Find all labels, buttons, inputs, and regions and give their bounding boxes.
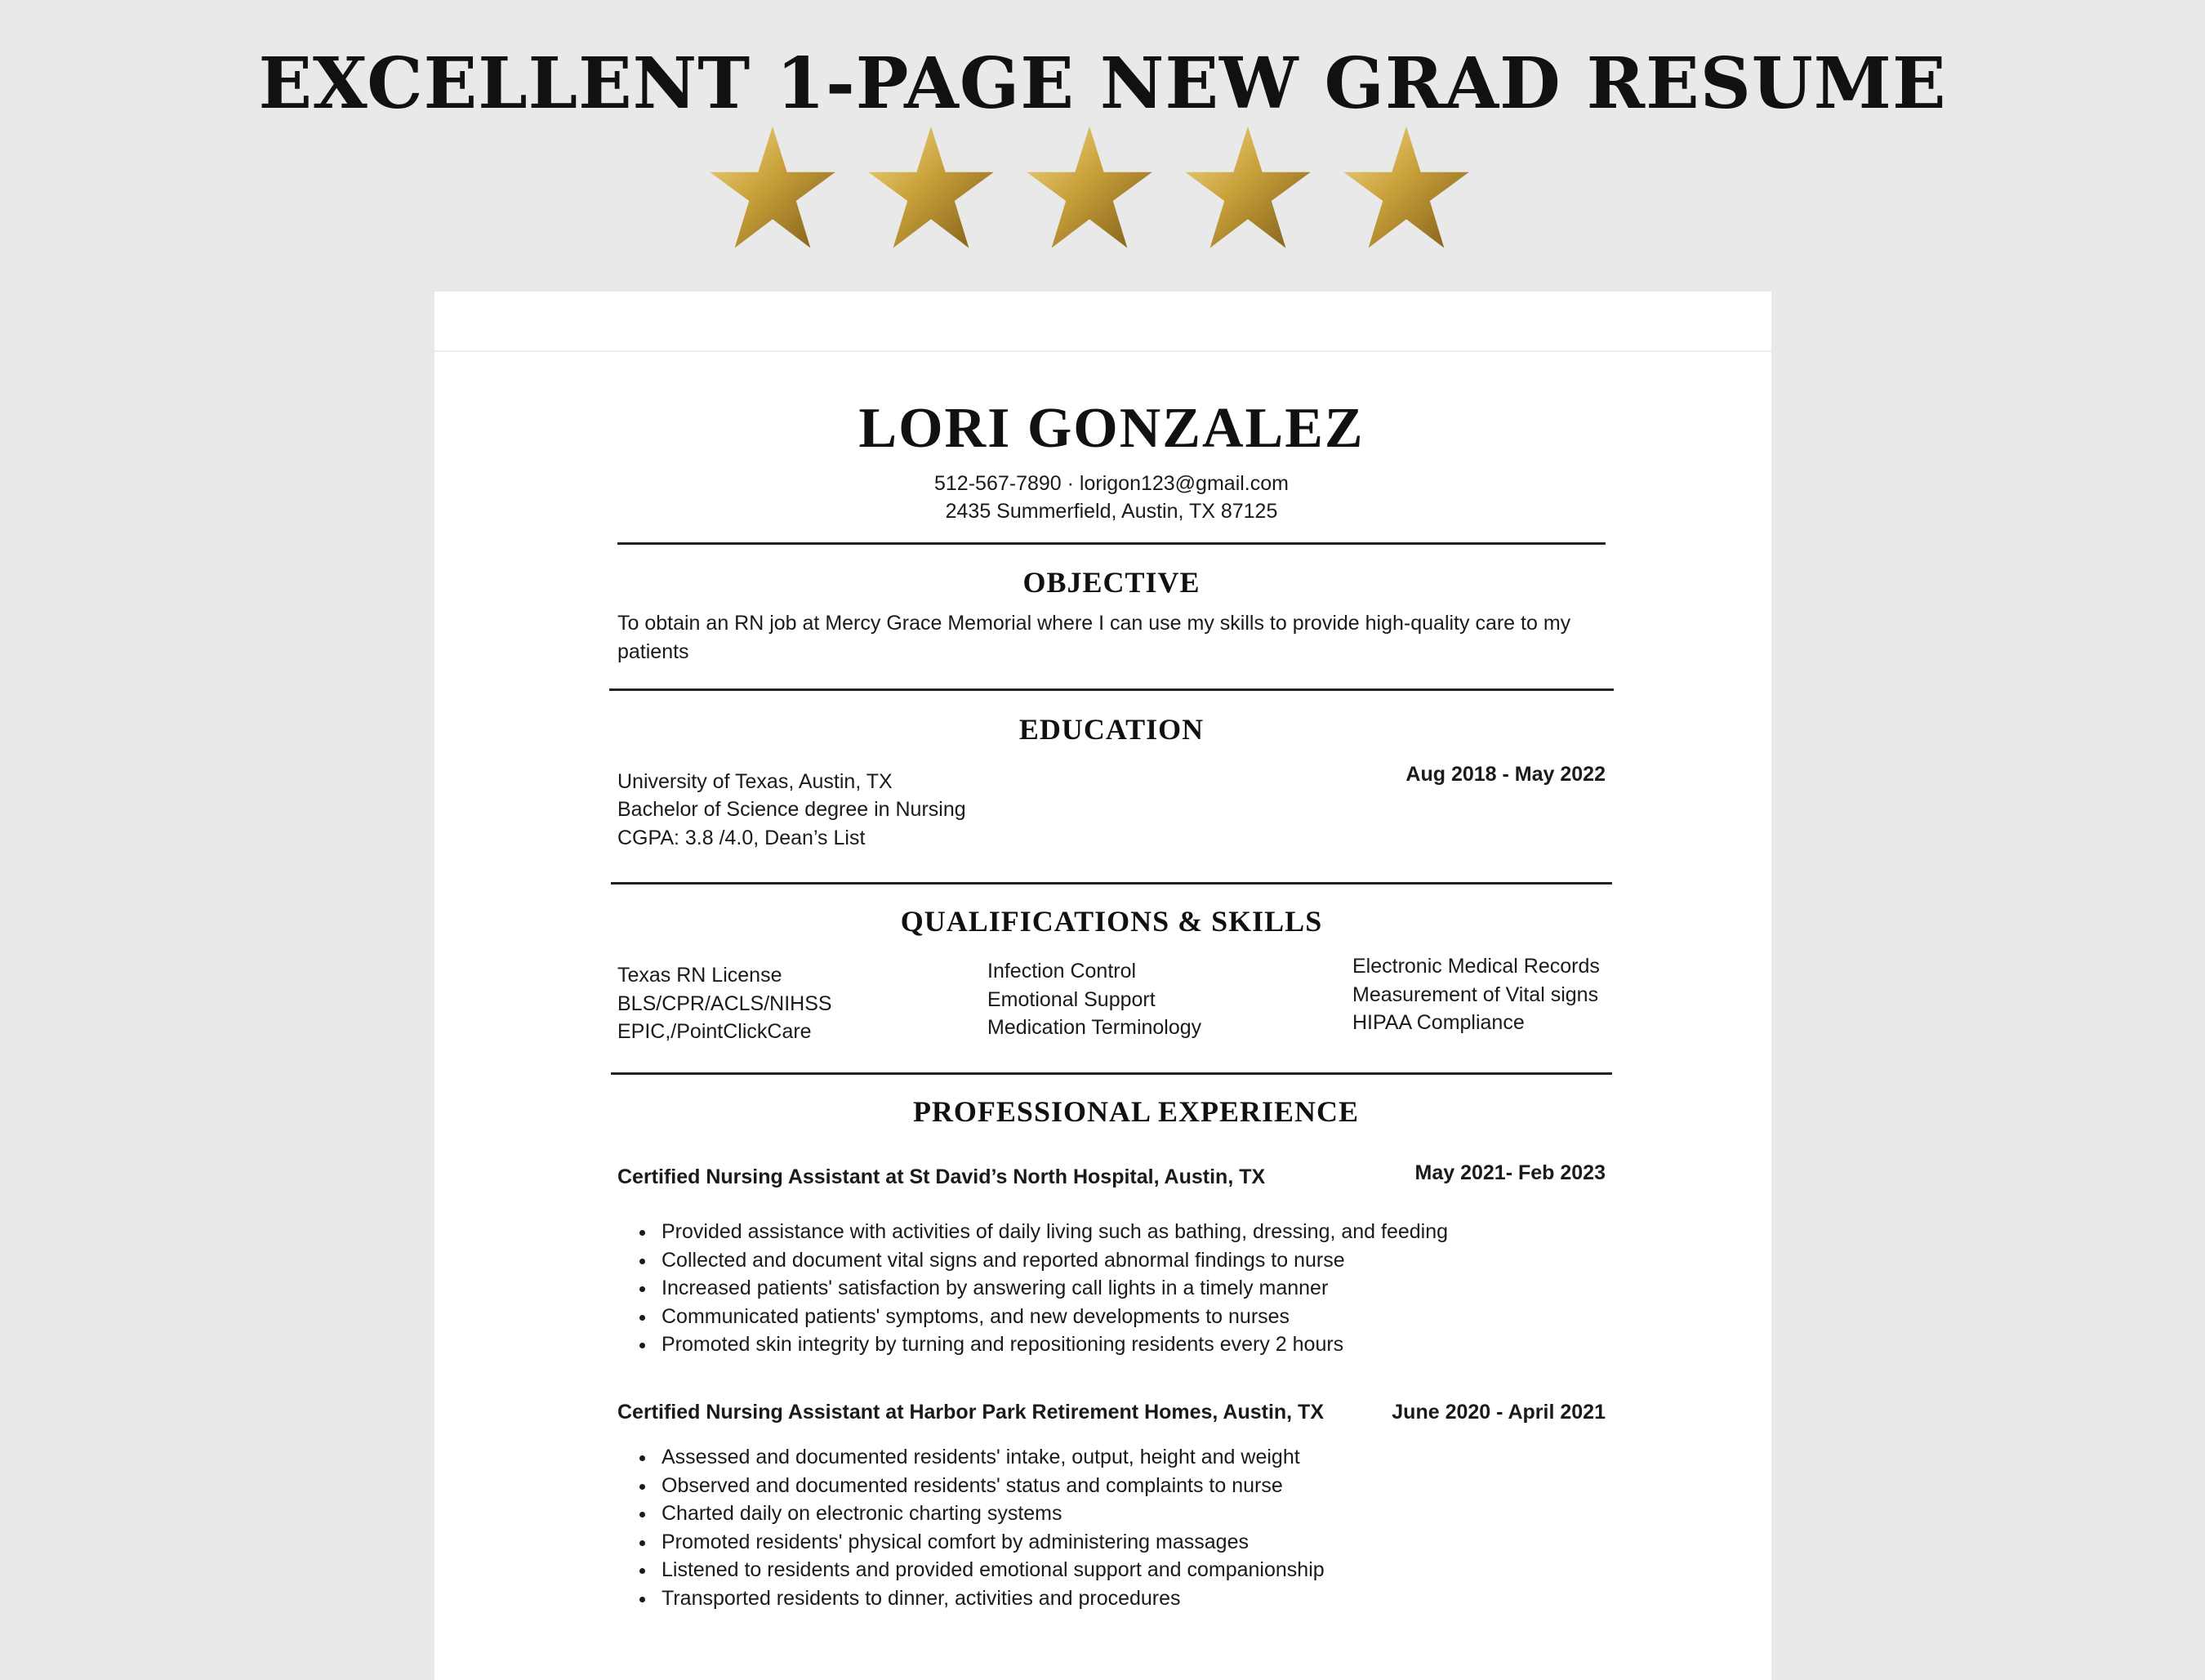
contact-separator: · <box>1061 472 1080 495</box>
objective-text: To obtain an RN job at Mercy Grace Memorial where I can use my skills to provide high-quality care to my patients <box>617 612 1571 663</box>
job-bullets <box>637 1443 1325 1612</box>
education-gpa: CGPA: 3.8 /4.0, Dean’s List <box>617 827 866 849</box>
section-divider <box>609 688 1614 691</box>
education-heading: EDUCATION <box>1018 713 1205 746</box>
section-divider <box>611 882 1612 885</box>
five-star-rating <box>707 123 1472 253</box>
list-item: • Assessed and documented residents' intake, output, height and weight <box>657 1443 1325 1472</box>
skill-item: Texas RN License <box>617 964 782 987</box>
skills-column <box>987 957 1201 1042</box>
star-icon <box>1183 123 1313 253</box>
skills-column <box>617 961 832 1046</box>
skill-item: Measurement of Vital signs <box>1352 983 1599 1006</box>
list-item: • Communicated patients' symptoms, and new developments to nurses <box>657 1303 1448 1331</box>
email: lorigon123@gmail.com <box>1079 472 1289 495</box>
skill-item: Electronic Medical Records <box>1352 955 1600 978</box>
star-icon <box>1024 123 1155 253</box>
list-item: • Promoted skin integrity by turning and repositioning residents every 2 hours <box>657 1330 1448 1359</box>
list-item: • Charted daily on electronic charting systems <box>657 1500 1325 1528</box>
list-item: • Observed and documented residents' status and complaints to nurse <box>657 1472 1325 1500</box>
banner-title: EXCELLENT 1-PAGE NEW GRAD RESUME <box>258 42 1947 125</box>
experience-heading: PROFESSIONAL EXPERIENCE <box>912 1095 1360 1128</box>
skills-heading: QUALIFICATIONS & SKILLS <box>900 905 1323 938</box>
skill-item: HIPAA Compliance <box>1352 1011 1525 1034</box>
star-icon <box>866 123 996 253</box>
list-item: • Promoted residents' physical comfort by administering massages <box>657 1528 1325 1557</box>
candidate-name: LORI GONZALEZ <box>858 397 1365 460</box>
education-school: University of Texas, Austin, TX <box>617 770 893 793</box>
resume-page <box>434 292 1771 1680</box>
job-bullets <box>637 1218 1448 1359</box>
section-divider <box>617 542 1606 545</box>
skill-item: EPIC,/PointClickCare <box>617 1020 812 1043</box>
address: 2435 Summerfield, Austin, TX 87125 <box>945 500 1278 523</box>
skills-column <box>1352 952 1600 1037</box>
objective-heading: OBJECTIVE <box>1022 566 1200 599</box>
page-header-divider <box>434 350 1771 352</box>
list-item: • Listened to residents and provided emotional support and companionship <box>657 1556 1325 1584</box>
skill-item: Emotional Support <box>987 987 1156 1011</box>
list-item: • Transported residents to dinner, activities and procedures <box>657 1584 1325 1613</box>
list-item: • Increased patients' satisfaction by answering call lights in a timely manner <box>657 1274 1448 1303</box>
star-icon <box>1341 123 1472 253</box>
skill-item: Medication Terminology <box>987 1016 1202 1039</box>
job-dates: May 2021- Feb 2023 <box>1414 1161 1606 1184</box>
star-icon <box>707 123 838 253</box>
skill-item: Infection Control <box>987 960 1137 983</box>
education-degree: Bachelor of Science degree in Nursing <box>617 798 966 821</box>
list-item: • Provided assistance with activities of daily living such as bathing, dressing, and feeding <box>657 1218 1448 1246</box>
skill-item: BLS/CPR/ACLS/NIHSS <box>617 992 832 1015</box>
job-title: Certified Nursing Assistant at St David’s North Hospital, Austin, TX <box>617 1165 1266 1188</box>
job-title: Certified Nursing Assistant at Harbor Park Retirement Homes, Austin, TX <box>617 1401 1325 1424</box>
job-dates: June 2020 - April 2021 <box>1392 1401 1606 1424</box>
contact-line <box>617 472 1606 496</box>
phone: 512-567-7890 <box>934 472 1062 495</box>
section-divider <box>611 1072 1612 1075</box>
list-item: • Collected and document vital signs and reported abnormal findings to nurse <box>657 1246 1448 1275</box>
education-dates: Aug 2018 - May 2022 <box>1405 763 1606 786</box>
